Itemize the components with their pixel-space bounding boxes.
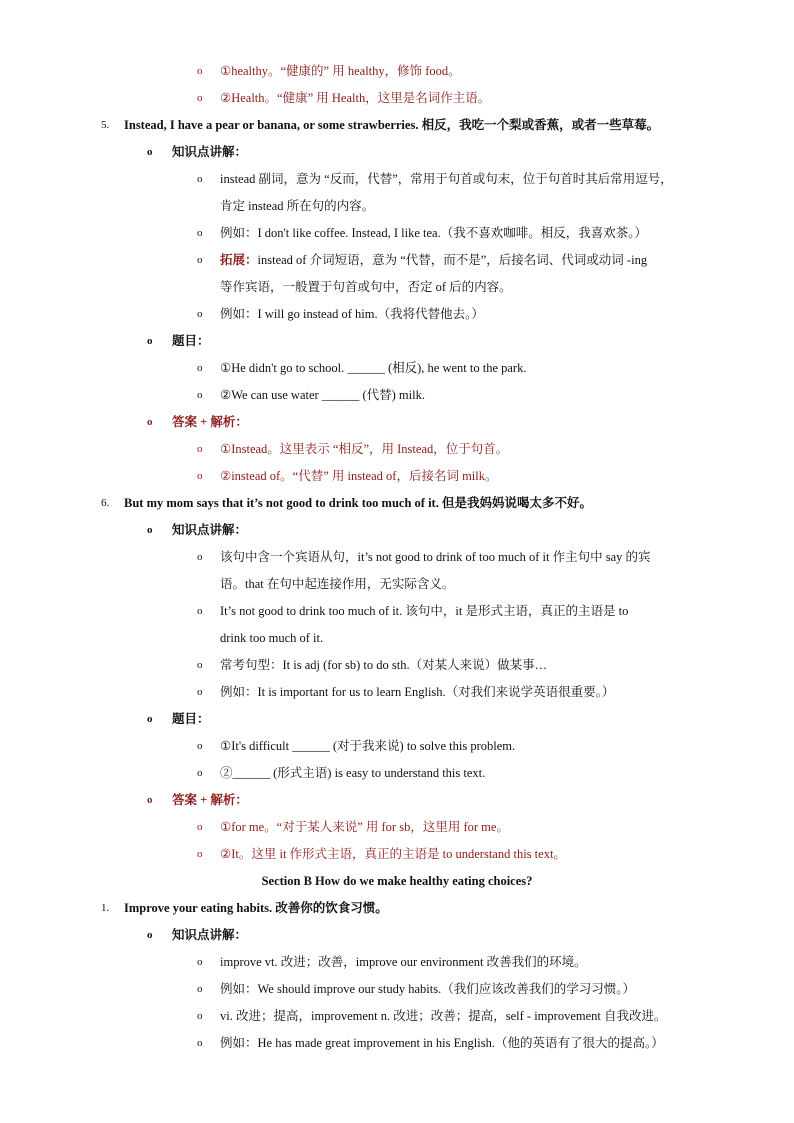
explanation-text: improve vt. 改进；改善，improve our environment 改善我们的环境。 — [220, 955, 587, 969]
extension-line — [0, 247, 794, 274]
answer-line — [0, 463, 794, 490]
example-line — [0, 220, 794, 247]
example-line — [0, 301, 794, 328]
question-label — [0, 328, 794, 355]
bullet-marker: o — [197, 686, 203, 698]
question-line — [0, 733, 794, 760]
bullet-marker: o — [197, 1037, 203, 1049]
example-text: 例如：We should improve our study habits.（我们应该改善我们的学习习惯。） — [220, 982, 635, 996]
example-line — [0, 1030, 794, 1057]
question-text: ②______ (形式主语) is easy to understand this text. — [220, 766, 486, 780]
label-text: 知识点讲解： — [172, 928, 248, 942]
answer-text: ①Instead。这里表示 “相反”，用 Instead，位于句首。 — [220, 442, 509, 456]
question-text: ②We can use water ______ (代替) milk. — [220, 388, 425, 402]
bullet-marker: o — [197, 65, 203, 77]
extension-text: instead of 介词短语，意为 “代替，而不是”，后接名词、代词或动词 -ing — [257, 253, 648, 267]
explanation-text: 肯定 instead 所在句的内容。 — [220, 199, 375, 213]
sentence-text: Improve your eating habits. 改善你的饮食习惯。 — [124, 901, 388, 915]
example-line — [0, 976, 794, 1003]
bullet-marker: o — [197, 389, 203, 401]
bullet-marker: o — [197, 173, 203, 185]
explanation-continuation — [0, 571, 794, 598]
question-line — [0, 382, 794, 409]
bullet-marker: o — [197, 227, 203, 239]
explanation-text: instead 副词，意为 “反而，代替”，常用于句首或句末，位于句首时其后常用逗号， — [220, 172, 673, 186]
answer-text: ①for me。“对于某人来说” 用 for sb，这里用 for me。 — [220, 820, 509, 834]
pattern-text: 常考句型：It is adj (for sb) to do sth.（对某人来说）做某事… — [220, 658, 548, 672]
bullet-marker: o — [197, 308, 203, 320]
bullet-marker: o — [197, 470, 203, 482]
answer-line — [0, 436, 794, 463]
numbered-sentence — [0, 490, 794, 517]
bullet-marker: o — [147, 416, 153, 428]
bullet-marker: o — [197, 983, 203, 995]
answer-text: ②It。这里 it 作形式主语，真正的主语是 to understand this text。 — [220, 847, 566, 861]
extension-continuation — [0, 274, 794, 301]
extension-label: 拓展： — [220, 253, 258, 267]
example-line — [0, 679, 794, 706]
explanation-text: It’s not good to drink too much of it. 该句中，it 是形式主语，真正的主语是 to — [220, 604, 629, 618]
bullet-marker: o — [147, 335, 153, 347]
bullet-marker: o — [147, 713, 153, 725]
answer-line — [0, 814, 794, 841]
section-label — [0, 517, 794, 544]
answer-text: ②instead of。“代替” 用 instead of，后接名词 milk。 — [220, 469, 498, 483]
example-text: 例如：I will go instead of him.（我将代替他去。） — [220, 307, 484, 321]
numbered-sentence — [0, 895, 794, 922]
explanation-line — [0, 1003, 794, 1030]
bullet-marker: o — [197, 767, 203, 779]
document-page — [0, 58, 794, 1057]
label-text: 答案 + 解析： — [172, 415, 248, 429]
explanation-line — [0, 544, 794, 571]
label-text: 知识点讲解： — [172, 145, 248, 159]
example-text: 例如：I don't like coffee. Instead, I like tea.（我不喜欢咖啡。相反，我喜欢茶。） — [220, 226, 647, 240]
explanation-line — [0, 166, 794, 193]
section-label — [0, 922, 794, 949]
bullet-marker: o — [147, 794, 153, 806]
bullet-marker: o — [147, 146, 153, 158]
section-label — [0, 139, 794, 166]
bullet-marker: o — [197, 848, 203, 860]
explanation-line — [0, 949, 794, 976]
question-line — [0, 355, 794, 382]
question-label — [0, 706, 794, 733]
bullet-marker: o — [147, 929, 153, 941]
question-line — [0, 760, 794, 787]
sentence-text: But my mom says that it’s not good to drink too much of it. 但是我妈妈说喝太多不好。 — [124, 496, 592, 510]
bullet-marker: o — [197, 740, 203, 752]
bullet-marker: o — [197, 605, 203, 617]
explanation-text: 该句中含一个宾语从句，it’s not good to drink of too much of it 作主句中 say 的宾 — [220, 550, 651, 564]
pattern-line — [0, 652, 794, 679]
explanation-text: 语。that 在句中起连接作用，无实际含义。 — [220, 577, 455, 591]
answer-text: ①healthy。“健康的” 用 healthy，修饰 food。 — [220, 64, 461, 78]
label-text: 答案 + 解析： — [172, 793, 248, 807]
extension-text: 等作宾语，一般置于句首或句中，否定 of 后的内容。 — [220, 280, 512, 294]
bullet-marker: o — [197, 1010, 203, 1022]
bullet-marker: o — [197, 956, 203, 968]
label-text: 知识点讲解： — [172, 523, 248, 537]
section-heading-row — [0, 868, 794, 895]
bullet-marker: o — [197, 254, 203, 266]
item-number: 5. — [101, 119, 110, 131]
section-heading: Section B How do we make healthy eating choices? — [261, 874, 533, 888]
label-text: 题目： — [172, 334, 210, 348]
question-text: ①It's difficult ______ (对于我来说) to solve this problem. — [220, 739, 516, 753]
answer-line — [0, 58, 794, 85]
numbered-sentence — [0, 112, 794, 139]
bullet-marker: o — [197, 362, 203, 374]
question-text: ①He didn't go to school. ______ (相反), he went to the park. — [220, 361, 527, 375]
bullet-marker: o — [147, 524, 153, 536]
answer-line — [0, 85, 794, 112]
bullet-marker: o — [197, 92, 203, 104]
label-text: 题目： — [172, 712, 210, 726]
sentence-text: Instead, I have a pear or banana, or some strawberries. 相反，我吃一个梨或香蕉，或者一些草莓。 — [124, 118, 660, 132]
answer-text: ②Health。“健康” 用 Health，这里是名词作主语。 — [220, 91, 491, 105]
answer-label — [0, 409, 794, 436]
explanation-continuation — [0, 625, 794, 652]
explanation-text: drink too much of it. — [220, 631, 324, 645]
item-number: 6. — [101, 497, 110, 509]
bullet-marker: o — [197, 821, 203, 833]
item-number: 1. — [101, 902, 110, 914]
answer-line — [0, 841, 794, 868]
explanation-text: vi. 改进；提高，improvement n. 改进；改善；提高，self - improvement 自我改进。 — [220, 1009, 667, 1023]
explanation-line — [0, 598, 794, 625]
example-text: 例如：He has made great improvement in his English.（他的英语有了很大的提高。） — [220, 1036, 664, 1050]
bullet-marker: o — [197, 659, 203, 671]
example-text: 例如：It is important for us to learn English.（对我们来说学英语很重要。） — [220, 685, 615, 699]
explanation-continuation — [0, 193, 794, 220]
bullet-marker: o — [197, 551, 203, 563]
answer-label — [0, 787, 794, 814]
bullet-marker: o — [197, 443, 203, 455]
